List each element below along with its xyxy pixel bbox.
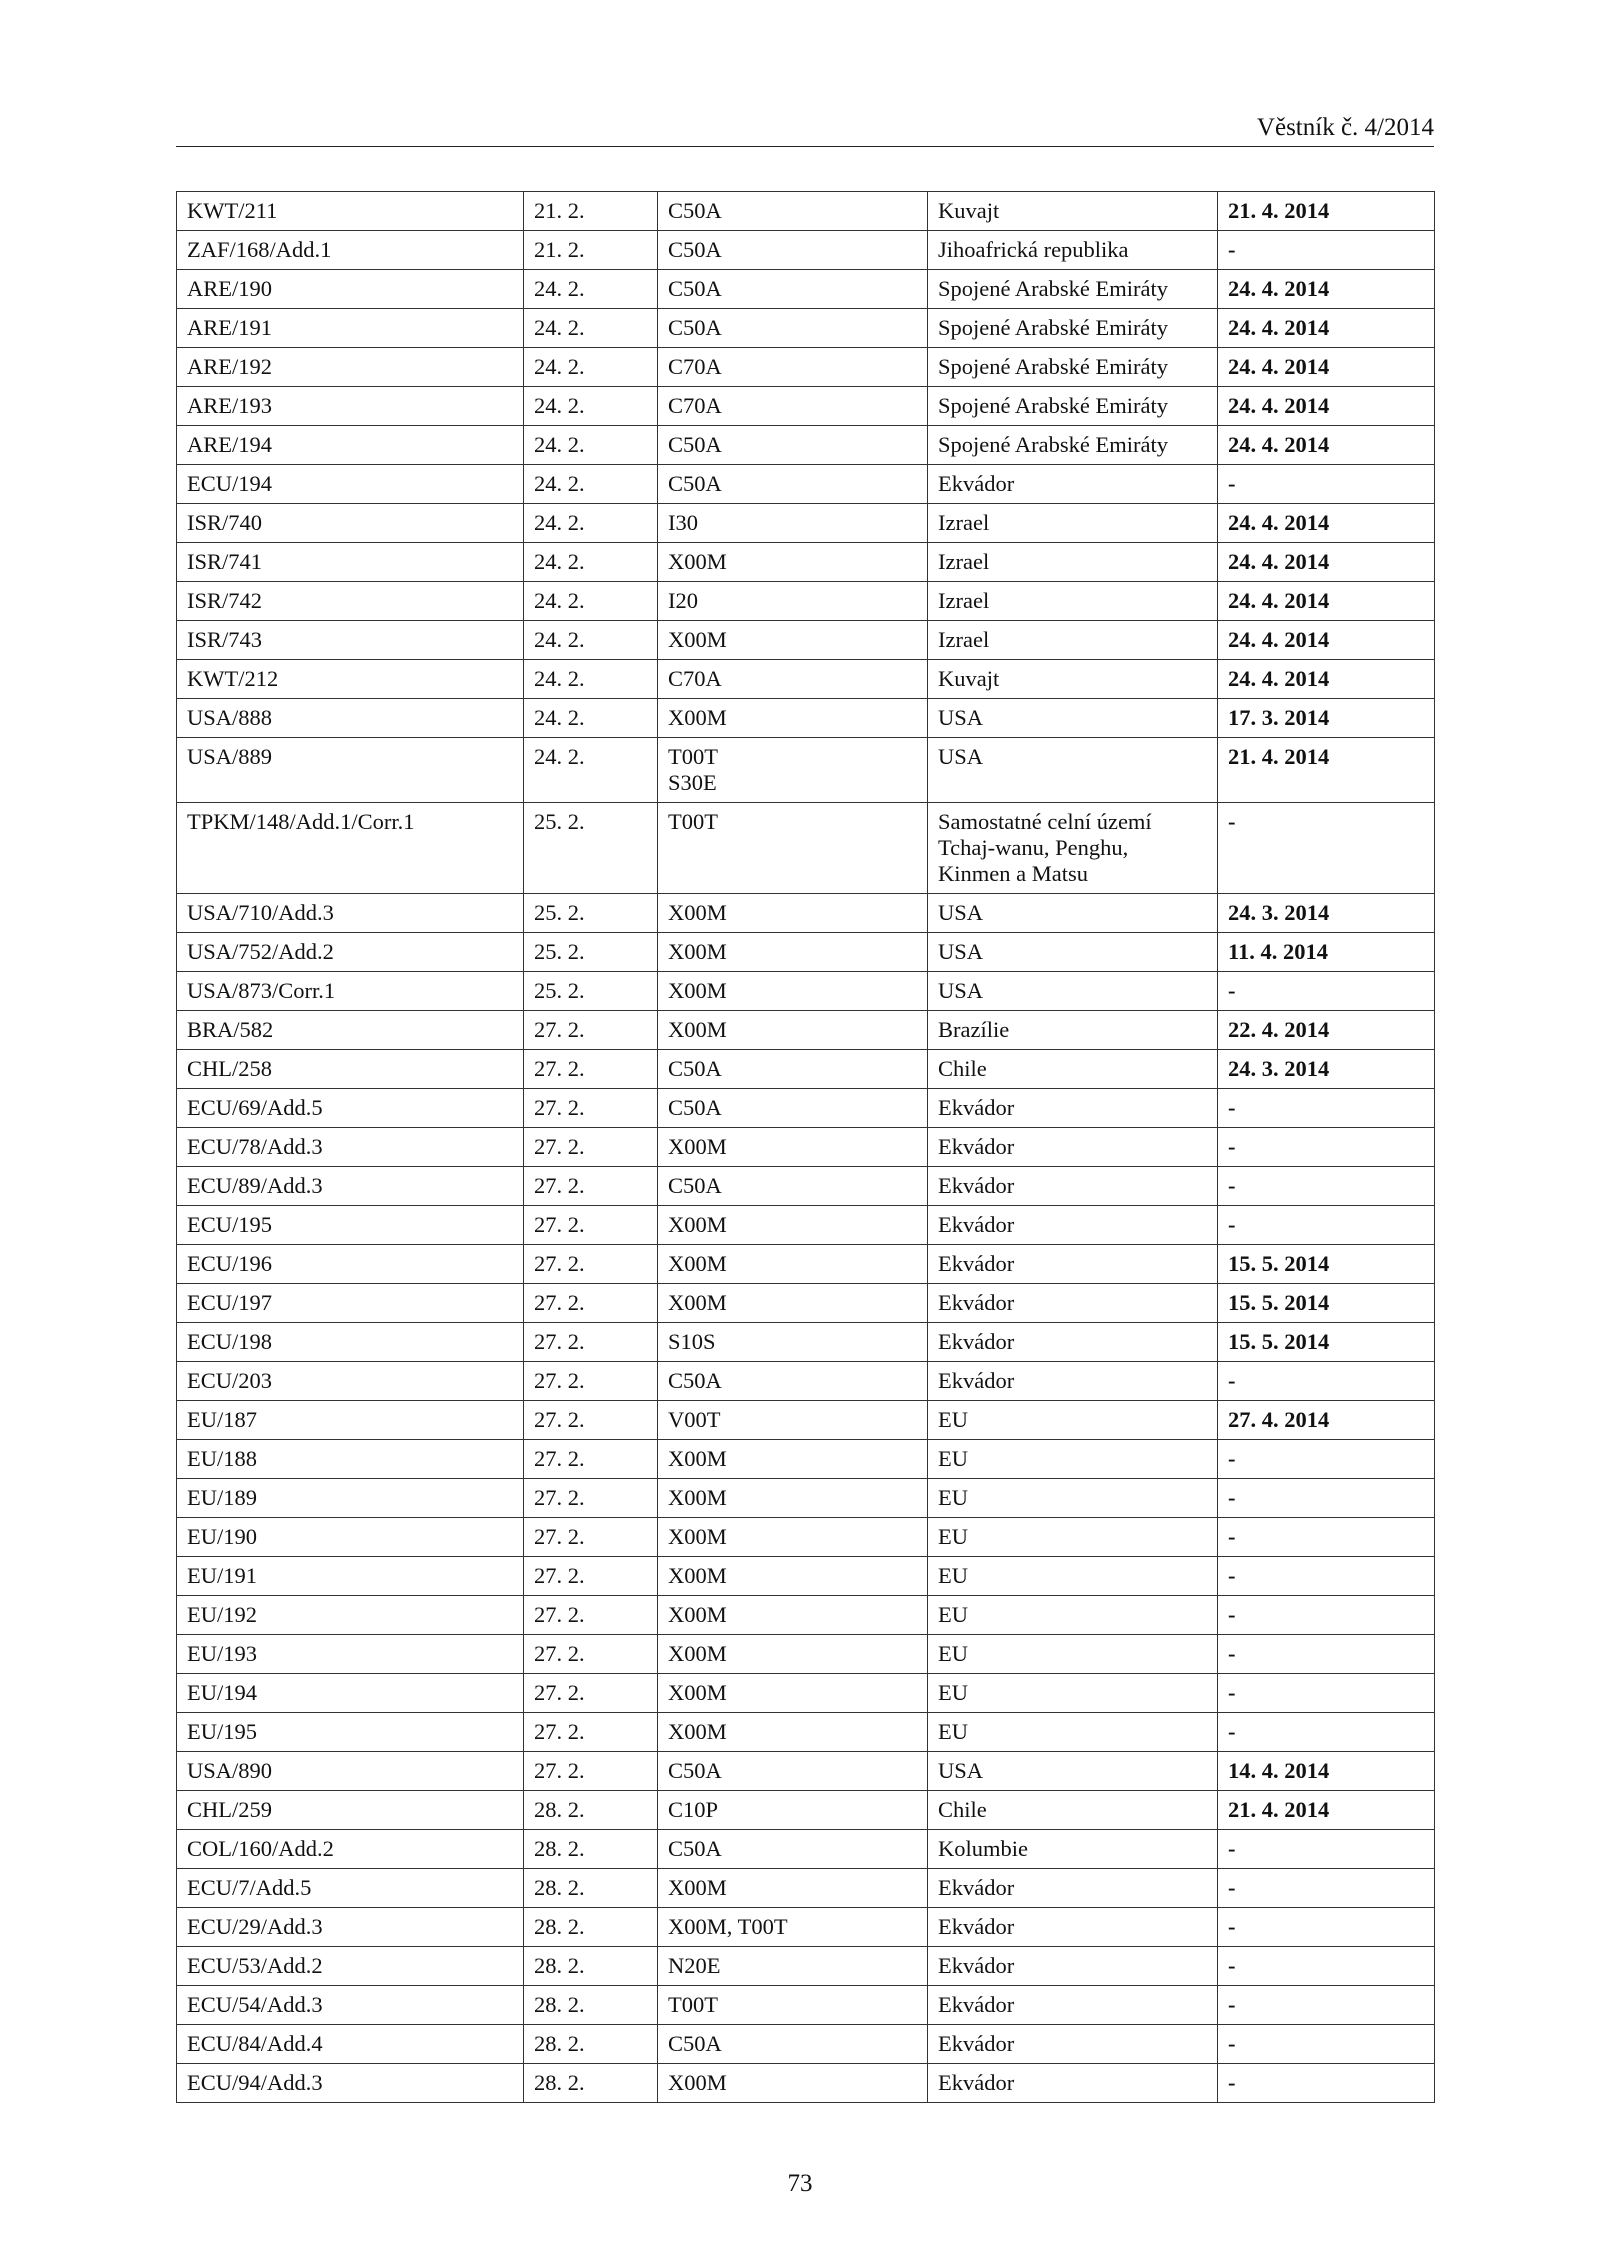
cell-date: 27. 2.: [524, 1050, 658, 1089]
cell-deadline: 24. 3. 2014: [1218, 894, 1435, 933]
cell-class: C50A: [658, 1167, 928, 1206]
cell-country: Spojené Arabské Emiráty: [928, 270, 1218, 309]
cell-code: CHL/259: [177, 1791, 524, 1830]
cell-class: X00M: [658, 1635, 928, 1674]
cell-deadline: -: [1218, 1440, 1435, 1479]
table-row: [177, 231, 1435, 270]
cell-code: ECU/78/Add.3: [177, 1128, 524, 1167]
cell-country: Ekvádor: [928, 1986, 1218, 2025]
table-row: [177, 1635, 1435, 1674]
table-row: [177, 387, 1435, 426]
cell-date: 24. 2.: [524, 543, 658, 582]
cell-country: EU: [928, 1674, 1218, 1713]
cell-class: X00M: [658, 1128, 928, 1167]
cell-deadline: 14. 4. 2014: [1218, 1752, 1435, 1791]
cell-deadline: -: [1218, 1713, 1435, 1752]
cell-date: 27. 2.: [524, 1518, 658, 1557]
cell-code: ECU/197: [177, 1284, 524, 1323]
cell-deadline: 24. 4. 2014: [1218, 621, 1435, 660]
cell-date: 28. 2.: [524, 1869, 658, 1908]
cell-code: ECU/89/Add.3: [177, 1167, 524, 1206]
cell-class: X00M, T00T: [658, 1908, 928, 1947]
cell-code: BRA/582: [177, 1011, 524, 1050]
cell-class: C50A: [658, 192, 928, 231]
cell-date: 24. 2.: [524, 348, 658, 387]
cell-class: X00M: [658, 1011, 928, 1050]
cell-code: ARE/194: [177, 426, 524, 465]
cell-class: C50A: [658, 270, 928, 309]
cell-deadline: -: [1218, 2025, 1435, 2064]
cell-date: 24. 2.: [524, 660, 658, 699]
cell-date: 28. 2.: [524, 2025, 658, 2064]
table-row: [177, 1440, 1435, 1479]
table-row: [177, 309, 1435, 348]
cell-deadline: -: [1218, 1557, 1435, 1596]
cell-deadline: 24. 4. 2014: [1218, 309, 1435, 348]
table-row: [177, 803, 1435, 894]
cell-code: KWT/211: [177, 192, 524, 231]
cell-class: X00M: [658, 1479, 928, 1518]
cell-code: EU/192: [177, 1596, 524, 1635]
cell-country: Ekvádor: [928, 1089, 1218, 1128]
cell-date: 28. 2.: [524, 1908, 658, 1947]
cell-date: 24. 2.: [524, 699, 658, 738]
table-row: [177, 1752, 1435, 1791]
cell-code: EU/193: [177, 1635, 524, 1674]
cell-deadline: 15. 5. 2014: [1218, 1245, 1435, 1284]
cell-class: X00M: [658, 1713, 928, 1752]
table-row: [177, 621, 1435, 660]
cell-code: ECU/53/Add.2: [177, 1947, 524, 1986]
cell-date: 27. 2.: [524, 1752, 658, 1791]
cell-deadline: -: [1218, 1596, 1435, 1635]
cell-deadline: -: [1218, 1479, 1435, 1518]
cell-deadline: 21. 4. 2014: [1218, 738, 1435, 803]
cell-code: ARE/191: [177, 309, 524, 348]
cell-class: X00M: [658, 2064, 928, 2103]
cell-deadline: 27. 4. 2014: [1218, 1401, 1435, 1440]
cell-country: Ekvádor: [928, 2064, 1218, 2103]
table-row: [177, 1284, 1435, 1323]
cell-date: 25. 2.: [524, 803, 658, 894]
table-row: [177, 1479, 1435, 1518]
table-row: [177, 270, 1435, 309]
cell-code: USA/888: [177, 699, 524, 738]
cell-date: 27. 2.: [524, 1245, 658, 1284]
cell-code: ARE/193: [177, 387, 524, 426]
cell-deadline: 24. 4. 2014: [1218, 504, 1435, 543]
table-row: [177, 543, 1435, 582]
page-header: [176, 112, 1434, 147]
cell-class: C50A: [658, 2025, 928, 2064]
cell-code: EU/188: [177, 1440, 524, 1479]
cell-deadline: -: [1218, 1089, 1435, 1128]
cell-deadline: -: [1218, 465, 1435, 504]
cell-code: ARE/190: [177, 270, 524, 309]
cell-date: 27. 2.: [524, 1674, 658, 1713]
page-number: 73: [787, 2170, 813, 2197]
cell-deadline: -: [1218, 1635, 1435, 1674]
cell-date: 24. 2.: [524, 309, 658, 348]
cell-date: 24. 2.: [524, 426, 658, 465]
cell-class: C50A: [658, 426, 928, 465]
journal-title: Věstník č. 4/2014: [1256, 114, 1434, 141]
cell-deadline: -: [1218, 1986, 1435, 2025]
cell-code: ISR/743: [177, 621, 524, 660]
table-row: [177, 1401, 1435, 1440]
cell-deadline: 24. 4. 2014: [1218, 582, 1435, 621]
cell-date: 24. 2.: [524, 738, 658, 803]
cell-date: 27. 2.: [524, 1323, 658, 1362]
cell-code: EU/191: [177, 1557, 524, 1596]
cell-code: ISR/741: [177, 543, 524, 582]
table-row: [177, 1947, 1435, 1986]
cell-class: C50A: [658, 231, 928, 270]
cell-code: EU/187: [177, 1401, 524, 1440]
cell-deadline: 24. 4. 2014: [1218, 426, 1435, 465]
table-row: [177, 1362, 1435, 1401]
cell-country: Spojené Arabské Emiráty: [928, 426, 1218, 465]
cell-country: Spojené Arabské Emiráty: [928, 309, 1218, 348]
cell-country: Kuvajt: [928, 660, 1218, 699]
cell-class: X00M: [658, 972, 928, 1011]
cell-deadline: 24. 3. 2014: [1218, 1050, 1435, 1089]
table-row: [177, 660, 1435, 699]
table-row: [177, 1674, 1435, 1713]
table-row: [177, 1050, 1435, 1089]
table-row: [177, 1557, 1435, 1596]
table-row: [177, 1869, 1435, 1908]
cell-deadline: -: [1218, 231, 1435, 270]
table-row: [177, 1167, 1435, 1206]
cell-date: 27. 2.: [524, 1128, 658, 1167]
cell-date: 24. 2.: [524, 270, 658, 309]
cell-class: C10P: [658, 1791, 928, 1830]
cell-code: ECU/84/Add.4: [177, 2025, 524, 2064]
cell-deadline: -: [1218, 1518, 1435, 1557]
cell-code: USA/873/Corr.1: [177, 972, 524, 1011]
cell-code: ECU/54/Add.3: [177, 1986, 524, 2025]
cell-deadline: 15. 5. 2014: [1218, 1323, 1435, 1362]
cell-class: I30: [658, 504, 928, 543]
cell-country: Ekvádor: [928, 1284, 1218, 1323]
cell-deadline: 17. 3. 2014: [1218, 699, 1435, 738]
cell-date: 28. 2.: [524, 1947, 658, 1986]
cell-deadline: 15. 5. 2014: [1218, 1284, 1435, 1323]
cell-code: ISR/740: [177, 504, 524, 543]
cell-country: USA: [928, 699, 1218, 738]
cell-deadline: -: [1218, 1128, 1435, 1167]
cell-deadline: 21. 4. 2014: [1218, 192, 1435, 231]
cell-date: 27. 2.: [524, 1713, 658, 1752]
table-row: [177, 1128, 1435, 1167]
cell-code: EU/189: [177, 1479, 524, 1518]
cell-country: Brazílie: [928, 1011, 1218, 1050]
cell-class: X00M: [658, 543, 928, 582]
cell-date: 24. 2.: [524, 465, 658, 504]
cell-date: 27. 2.: [524, 1479, 658, 1518]
cell-country: EU: [928, 1596, 1218, 1635]
cell-class: C50A: [658, 309, 928, 348]
table-row: [177, 894, 1435, 933]
cell-country: Kolumbie: [928, 1830, 1218, 1869]
cell-deadline: -: [1218, 1362, 1435, 1401]
table-row: [177, 504, 1435, 543]
cell-date: 27. 2.: [524, 1206, 658, 1245]
cell-code: KWT/212: [177, 660, 524, 699]
cell-country: Izrael: [928, 582, 1218, 621]
cell-country: EU: [928, 1479, 1218, 1518]
cell-class: C50A: [658, 1050, 928, 1089]
cell-deadline: 24. 4. 2014: [1218, 270, 1435, 309]
cell-code: EU/195: [177, 1713, 524, 1752]
cell-country: EU: [928, 1401, 1218, 1440]
cell-country: Izrael: [928, 543, 1218, 582]
cell-code: ECU/29/Add.3: [177, 1908, 524, 1947]
cell-date: 27. 2.: [524, 1167, 658, 1206]
cell-date: 21. 2.: [524, 231, 658, 270]
cell-country: USA: [928, 933, 1218, 972]
cell-code: ECU/7/Add.5: [177, 1869, 524, 1908]
cell-code: ECU/94/Add.3: [177, 2064, 524, 2103]
table-row: [177, 348, 1435, 387]
cell-country: Ekvádor: [928, 2025, 1218, 2064]
table-row: [177, 2025, 1435, 2064]
cell-country: Ekvádor: [928, 1206, 1218, 1245]
cell-deadline: 24. 4. 2014: [1218, 348, 1435, 387]
cell-country: USA: [928, 738, 1218, 803]
cell-date: 27. 2.: [524, 1557, 658, 1596]
table-row: [177, 1518, 1435, 1557]
table-row: [177, 1011, 1435, 1050]
cell-class: X00M: [658, 894, 928, 933]
cell-country: Ekvádor: [928, 1908, 1218, 1947]
table-row: [177, 192, 1435, 231]
cell-class: V00T: [658, 1401, 928, 1440]
cell-code: ECU/203: [177, 1362, 524, 1401]
cell-deadline: -: [1218, 1830, 1435, 1869]
cell-code: USA/890: [177, 1752, 524, 1791]
table-row: [177, 972, 1435, 1011]
cell-class: X00M: [658, 1440, 928, 1479]
cell-date: 28. 2.: [524, 2064, 658, 2103]
cell-class: C70A: [658, 348, 928, 387]
cell-country: EU: [928, 1557, 1218, 1596]
table-row: [177, 426, 1435, 465]
cell-code: ISR/742: [177, 582, 524, 621]
cell-country: EU: [928, 1713, 1218, 1752]
cell-code: TPKM/148/Add.1/Corr.1: [177, 803, 524, 894]
table-row: [177, 699, 1435, 738]
cell-deadline: 24. 4. 2014: [1218, 543, 1435, 582]
cell-class: C50A: [658, 1089, 928, 1128]
cell-class: C70A: [658, 387, 928, 426]
cell-code: ECU/194: [177, 465, 524, 504]
cell-date: 28. 2.: [524, 1986, 658, 2025]
cell-class: X00M: [658, 1596, 928, 1635]
cell-date: 27. 2.: [524, 1362, 658, 1401]
cell-date: 25. 2.: [524, 894, 658, 933]
table-row: [177, 1245, 1435, 1284]
cell-date: 25. 2.: [524, 933, 658, 972]
cell-country: Izrael: [928, 621, 1218, 660]
cell-deadline: -: [1218, 1908, 1435, 1947]
cell-deadline: 11. 4. 2014: [1218, 933, 1435, 972]
cell-country: Ekvádor: [928, 465, 1218, 504]
cell-country: Izrael: [928, 504, 1218, 543]
cell-date: 28. 2.: [524, 1830, 658, 1869]
cell-country: Samostatné celní území Tchaj-wanu, Penghu, Kinmen a Matsu: [928, 803, 1218, 894]
cell-country: Ekvádor: [928, 1362, 1218, 1401]
cell-code: ECU/69/Add.5: [177, 1089, 524, 1128]
cell-class: X00M: [658, 699, 928, 738]
cell-country: Ekvádor: [928, 1167, 1218, 1206]
cell-date: 27. 2.: [524, 1635, 658, 1674]
cell-date: 27. 2.: [524, 1011, 658, 1050]
cell-country: Ekvádor: [928, 1947, 1218, 1986]
cell-date: 24. 2.: [524, 504, 658, 543]
table-row: [177, 1830, 1435, 1869]
cell-class: S10S: [658, 1323, 928, 1362]
cell-class: C70A: [658, 660, 928, 699]
cell-code: ZAF/168/Add.1: [177, 231, 524, 270]
cell-class: X00M: [658, 1869, 928, 1908]
cell-deadline: 22. 4. 2014: [1218, 1011, 1435, 1050]
cell-class: X00M: [658, 933, 928, 972]
table-row: [177, 1986, 1435, 2025]
table-row: [177, 465, 1435, 504]
cell-deadline: -: [1218, 1206, 1435, 1245]
cell-date: 27. 2.: [524, 1596, 658, 1635]
cell-country: Chile: [928, 1791, 1218, 1830]
table-row: [177, 933, 1435, 972]
cell-deadline: -: [1218, 1947, 1435, 1986]
cell-deadline: -: [1218, 972, 1435, 1011]
cell-deadline: -: [1218, 1167, 1435, 1206]
cell-date: 25. 2.: [524, 972, 658, 1011]
cell-deadline: 24. 4. 2014: [1218, 387, 1435, 426]
table-row: [177, 1323, 1435, 1362]
cell-country: Kuvajt: [928, 192, 1218, 231]
cell-date: 24. 2.: [524, 582, 658, 621]
cell-deadline: 21. 4. 2014: [1218, 1791, 1435, 1830]
cell-class: T00T: [658, 803, 928, 894]
cell-class: C50A: [658, 465, 928, 504]
table-row: [177, 1908, 1435, 1947]
cell-country: Chile: [928, 1050, 1218, 1089]
cell-deadline: -: [1218, 2064, 1435, 2103]
cell-code: COL/160/Add.2: [177, 1830, 524, 1869]
cell-date: 28. 2.: [524, 1791, 658, 1830]
cell-country: USA: [928, 1752, 1218, 1791]
cell-country: Ekvádor: [928, 1245, 1218, 1284]
cell-country: Spojené Arabské Emiráty: [928, 348, 1218, 387]
table-row: [177, 1791, 1435, 1830]
cell-code: USA/752/Add.2: [177, 933, 524, 972]
cell-class: C50A: [658, 1362, 928, 1401]
cell-date: 27. 2.: [524, 1401, 658, 1440]
table-row: [177, 2064, 1435, 2103]
cell-class: N20E: [658, 1947, 928, 1986]
table-row: [177, 1596, 1435, 1635]
cell-country: EU: [928, 1635, 1218, 1674]
cell-class: C50A: [658, 1752, 928, 1791]
cell-code: USA/710/Add.3: [177, 894, 524, 933]
cell-country: Spojené Arabské Emiráty: [928, 387, 1218, 426]
cell-deadline: -: [1218, 803, 1435, 894]
cell-country: Ekvádor: [928, 1128, 1218, 1167]
cell-code: ECU/195: [177, 1206, 524, 1245]
cell-country: EU: [928, 1518, 1218, 1557]
cell-country: Jihoafrická republika: [928, 231, 1218, 270]
cell-country: USA: [928, 894, 1218, 933]
cell-class: T00T S30E: [658, 738, 928, 803]
table-row: [177, 1713, 1435, 1752]
cell-class: X00M: [658, 1518, 928, 1557]
table-row: [177, 582, 1435, 621]
table-row: [177, 1206, 1435, 1245]
cell-class: X00M: [658, 621, 928, 660]
cell-code: ECU/198: [177, 1323, 524, 1362]
cell-country: Ekvádor: [928, 1323, 1218, 1362]
cell-class: X00M: [658, 1674, 928, 1713]
cell-date: 27. 2.: [524, 1440, 658, 1479]
cell-date: 24. 2.: [524, 387, 658, 426]
cell-class: I20: [658, 582, 928, 621]
notification-table: [176, 191, 1435, 2103]
cell-class: C50A: [658, 1830, 928, 1869]
table-body: [177, 192, 1435, 2103]
cell-code: USA/889: [177, 738, 524, 803]
cell-code: ECU/196: [177, 1245, 524, 1284]
cell-deadline: -: [1218, 1674, 1435, 1713]
cell-class: X00M: [658, 1284, 928, 1323]
cell-code: EU/190: [177, 1518, 524, 1557]
table-row: [177, 1089, 1435, 1128]
cell-deadline: 24. 4. 2014: [1218, 660, 1435, 699]
cell-date: 27. 2.: [524, 1089, 658, 1128]
table-row: [177, 738, 1435, 803]
cell-deadline: -: [1218, 1869, 1435, 1908]
cell-date: 27. 2.: [524, 1284, 658, 1323]
cell-date: 24. 2.: [524, 621, 658, 660]
cell-date: 21. 2.: [524, 192, 658, 231]
cell-code: ARE/192: [177, 348, 524, 387]
cell-class: X00M: [658, 1245, 928, 1284]
cell-country: USA: [928, 972, 1218, 1011]
cell-code: EU/194: [177, 1674, 524, 1713]
cell-country: EU: [928, 1440, 1218, 1479]
cell-country: Ekvádor: [928, 1869, 1218, 1908]
cell-class: T00T: [658, 1986, 928, 2025]
cell-code: CHL/258: [177, 1050, 524, 1089]
cell-class: X00M: [658, 1206, 928, 1245]
cell-class: X00M: [658, 1557, 928, 1596]
